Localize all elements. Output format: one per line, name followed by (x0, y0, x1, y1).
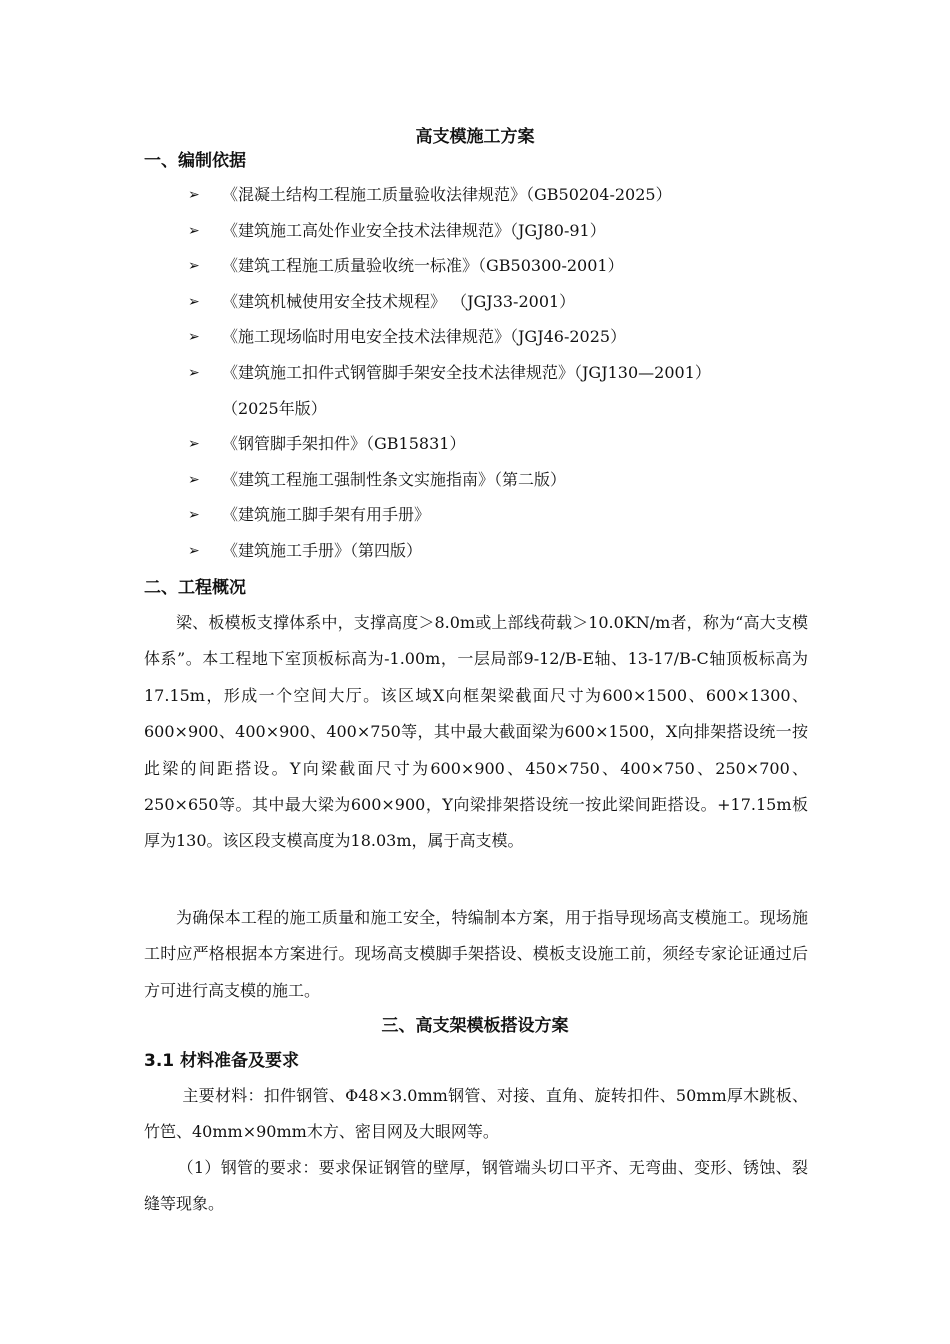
list-item (0, 180, 950, 216)
document-title: 高支模施工方案 (415, 127, 535, 147)
arrow-bullet-icon: ➢ (188, 507, 200, 524)
arrow-bullet-icon: ➢ (188, 364, 200, 381)
section-heading-scheme: 三、高支架模板搭设方案 (381, 1016, 569, 1036)
arrow-bullet-icon: ➢ (188, 187, 200, 203)
list-item (0, 216, 950, 252)
list-item (0, 322, 950, 358)
list-item-text: 《施工现场临时用电安全技术法律规范》（JGJ46-2025） (222, 327, 627, 347)
list-item (0, 429, 950, 465)
list-item-text: 《建筑施工高处作业安全技术法律规范》（JGJ80-91） (222, 220, 606, 240)
list-item-text: 《混凝土结构工程施工质量验收法律规范》（GB50204-2025） (222, 185, 672, 204)
arrow-bullet-icon: ➢ (188, 542, 200, 559)
list-item-text: 《钢管脚手架扣件》（GB15831） (222, 434, 466, 454)
arrow-bullet-icon: ➢ (188, 329, 200, 346)
list-item (0, 358, 950, 429)
overview-paragraph: 梁、板模板支撑体系中，支撑高度＞8.0m或上部线荷载＞10.0KN/m者，称为“高大支模体系”。本工程地下室顶板标高为-1.00m，一层局部9-12/B-E轴、13-17/B-C轴顶板标高为17.15m，形成一个空间大厅。该区域X向框架梁截面尺寸为600×1500、600×1300、600×900、400×900、400×750等，其中最大截面梁为600×1500，X向排架搭设统一按此梁的间距搭设。Y向梁截面尺寸为600×900、450×750、400×750、250×700、250×650等。其中最大梁为600×900，Y向梁排架搭设统一按此梁间距搭设。+17.15m板厚为130。该区段支模高度为18.03m，属于高支模。 (144, 613, 808, 851)
list-item-text: 《建筑施工手册》（第四版） (222, 540, 423, 560)
section-heading-basis: 一、编制依据 (144, 151, 246, 171)
list-item-text: 《建筑施工扣件式钢管脚手架安全技术法律规范》（JGJ130—2001） (222, 362, 711, 382)
arrow-bullet-icon: ➢ (188, 222, 200, 239)
arrow-bullet-icon: ➢ (188, 258, 200, 275)
list-item (0, 287, 950, 323)
section-heading-overview: 二、工程概况 (144, 578, 246, 598)
list-item (0, 465, 950, 501)
arrow-bullet-icon: ➢ (188, 436, 200, 453)
purpose-paragraph: 为确保本工程的施工质量和施工安全，特编制本方案，用于指导现场高支模施工。现场施工时应严格根据本方案进行。现场高支模脚手架搭设、模板支设施工前，须经专家论证通过后方可进行高支模的施工。 (144, 908, 808, 1000)
list-item-text: 《建筑施工脚手架有用手册》 (222, 505, 431, 525)
arrow-bullet-icon: ➢ (188, 471, 200, 488)
materials-paragraph: 主要材料：扣件钢管、Φ48×3.0mm钢管、对接、直角、旋转扣件、50mm厚木跳板、竹笆、40mm×90mm木方、密目网及大眼网等。 (144, 1086, 808, 1142)
list-item-continuation: （2025年版） (222, 398, 327, 418)
list-item-text: 《建筑机械使用安全技术规程》 （JGJ33-2001） (222, 291, 576, 311)
list-item (0, 536, 950, 572)
reference-list (0, 180, 950, 572)
subsection-heading-materials: 3.1 材料准备及要求 (144, 1051, 300, 1071)
steel-pipe-requirement-paragraph: （1）钢管的要求：要求保证钢管的壁厚，钢管端头切口平齐、无弯曲、变形、锈蚀、裂缝等现象。 (144, 1158, 808, 1214)
list-item-text: 《建筑工程施工质量验收统一标准》（GB50300-2001） (222, 256, 624, 276)
arrow-bullet-icon: ➢ (188, 293, 200, 310)
list-item (0, 500, 950, 536)
list-item (0, 251, 950, 287)
list-item-text: 《建筑工程施工强制性条文实施指南》（第二版） (222, 469, 567, 489)
